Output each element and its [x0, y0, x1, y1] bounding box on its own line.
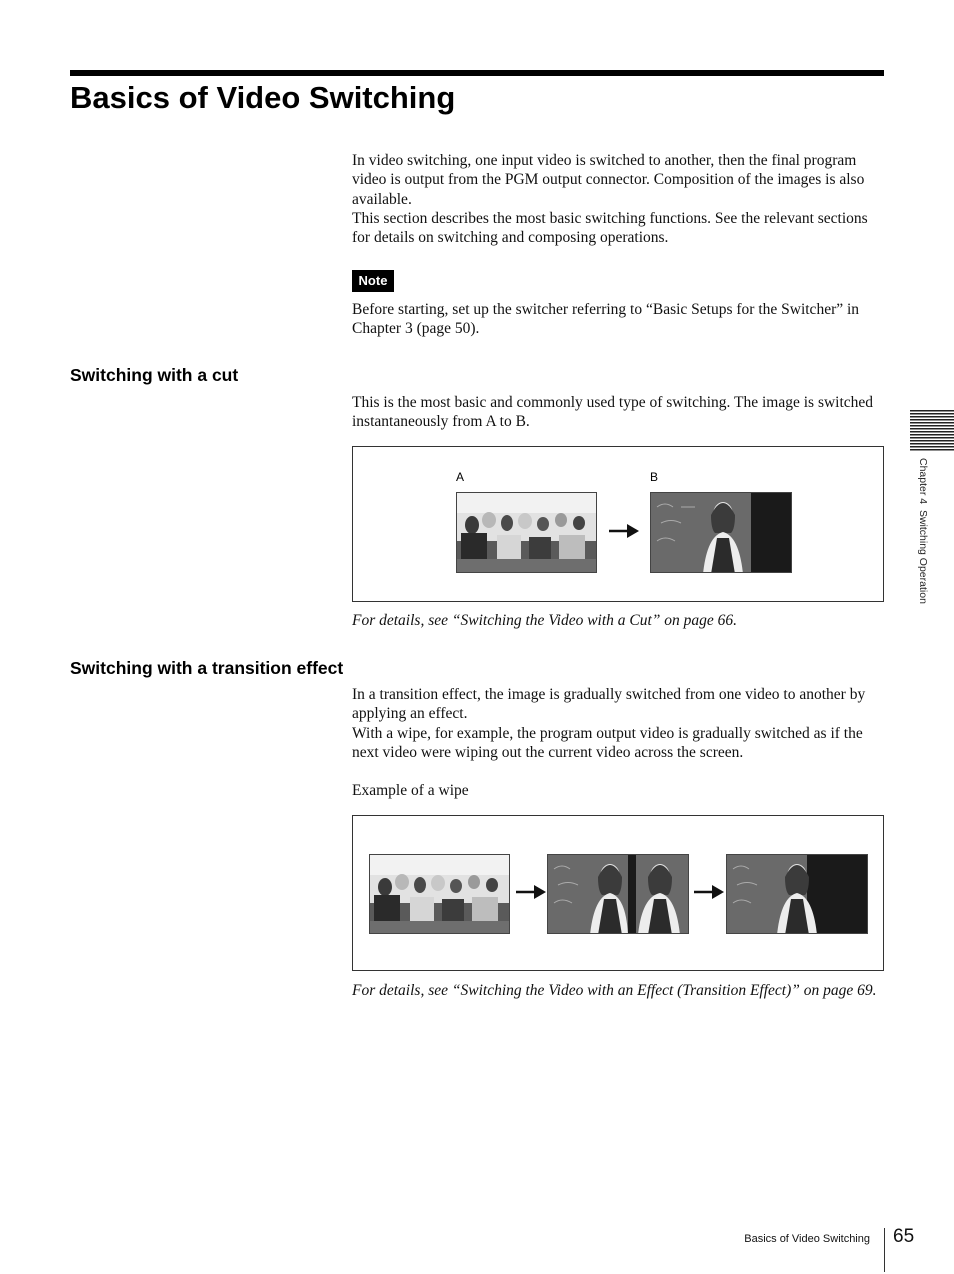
- section-heading-transition: Switching with a transition effect: [70, 658, 344, 678]
- wipe-start-thumbnail: [369, 854, 510, 934]
- arrow-right-icon: [516, 884, 546, 900]
- intro-paragraph-2: This section describes the most basic switching functions. See the relevant sections for details on switching and composing operations.: [352, 210, 868, 247]
- chapter-tab-marker: [910, 410, 954, 452]
- note-text: Before starting, set up the switcher referring to “Basic Setups for the Switcher” in Chapter 3 (page 50).: [352, 301, 860, 338]
- cut-description: This is the most basic and commonly used type of switching. The image is switched instantaneously from A to B.: [352, 394, 874, 431]
- video-b-thumbnail: [650, 492, 792, 573]
- arrow-right-icon: [609, 523, 639, 539]
- label-b: B: [650, 470, 659, 484]
- transition-reference: For details, see “Switching the Video with an Effect (Transition Effect)” on page 69.: [352, 982, 877, 999]
- cut-reference: For details, see “Switching the Video with a Cut” on page 66.: [352, 612, 738, 629]
- title-rule: [70, 70, 884, 76]
- label-a: A: [456, 470, 465, 484]
- page-title: Basics of Video Switching: [70, 80, 456, 115]
- transition-paragraph-1: In a transition effect, the image is gradually switched from one video to another by applying an effect.: [352, 686, 866, 723]
- wipe-example-label: Example of a wipe: [352, 782, 469, 799]
- transition-paragraph-2: With a wipe, for example, the program output video is gradually switched as if the next video were wiping out the current video across the screen.: [352, 725, 863, 762]
- wipe-end-thumbnail: [726, 854, 868, 934]
- arrow-right-icon: [694, 884, 724, 900]
- section-heading-cut: Switching with a cut: [70, 365, 239, 385]
- intro-paragraph-1: In video switching, one input video is switched to another, then the final program video is output from the PGM output connector. Composition of the images is also available.: [352, 152, 865, 208]
- note-badge: Note: [352, 270, 394, 292]
- page-number: 65: [893, 1226, 915, 1247]
- footer-divider: [884, 1228, 885, 1272]
- chapter-tab-label: Chapter 4 Switching Operation: [917, 458, 929, 604]
- footer-running-title: Basics of Video Switching: [744, 1233, 870, 1245]
- video-a-thumbnail: [456, 492, 597, 573]
- wipe-midpoint-thumbnail: [547, 854, 689, 934]
